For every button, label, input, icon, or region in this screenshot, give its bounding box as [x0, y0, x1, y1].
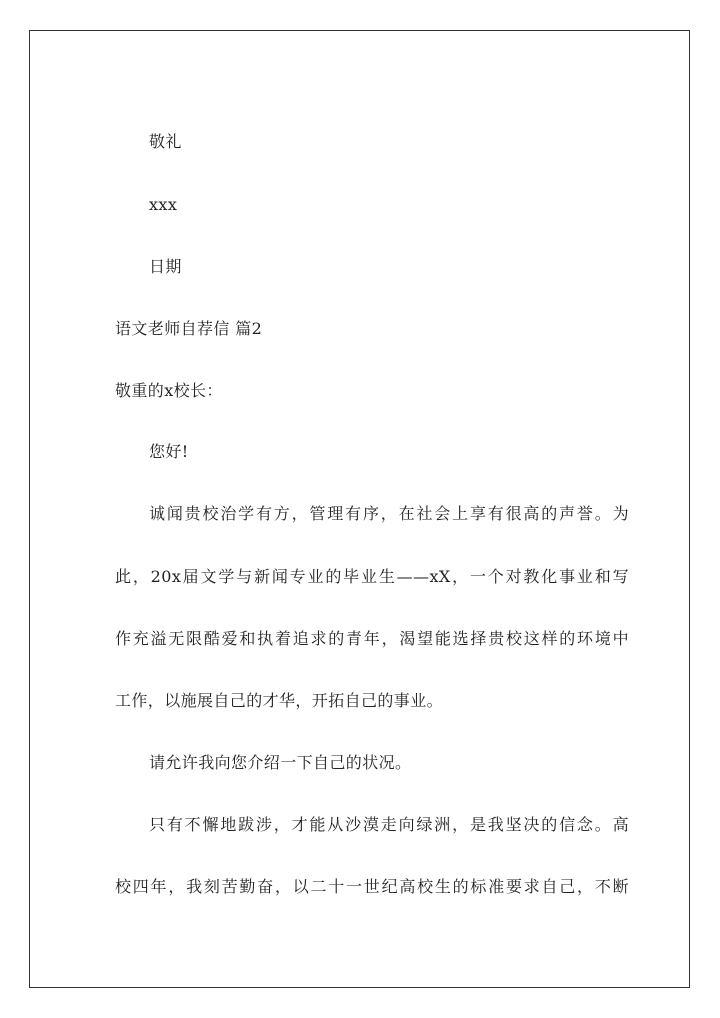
signature-text: xxx [149, 195, 178, 214]
greeting-text: 您好! [149, 442, 189, 461]
paragraph-1-line-4: 工作，以施展自己的才华，开拓自己的事业。 [115, 691, 444, 710]
closing-text: 敬礼 [149, 132, 182, 151]
paragraph-2-line-1: 请允许我向您介绍一下自己的状况。 [149, 753, 412, 772]
paragraph-3-line-2: 校四年，我刻苦勤奋，以二十一世纪高校生的标准要求自己，不断 [115, 877, 629, 896]
section-title: 语文老师自荐信 篇2 [115, 319, 263, 338]
paragraph-1-line-1: 诚闻贵校治学有方，管理有序，在社会上享有很高的声誉。为 [149, 504, 629, 523]
paragraph-1-line-2: 此，20x届文学与新闻专业的毕业生——xX，一个对教化事业和写 [115, 567, 629, 586]
salutation-text: 敬重的x校长： [115, 381, 223, 400]
paragraph-3-line-1: 只有不懈地跋涉，才能从沙漠走向绿洲，是我坚决的信念。高 [149, 815, 629, 834]
paragraph-1-line-3: 作充溢无限酷爱和执着追求的青年，渴望能选择贵校这样的环境中 [115, 629, 629, 648]
date-label: 日期 [149, 257, 182, 276]
